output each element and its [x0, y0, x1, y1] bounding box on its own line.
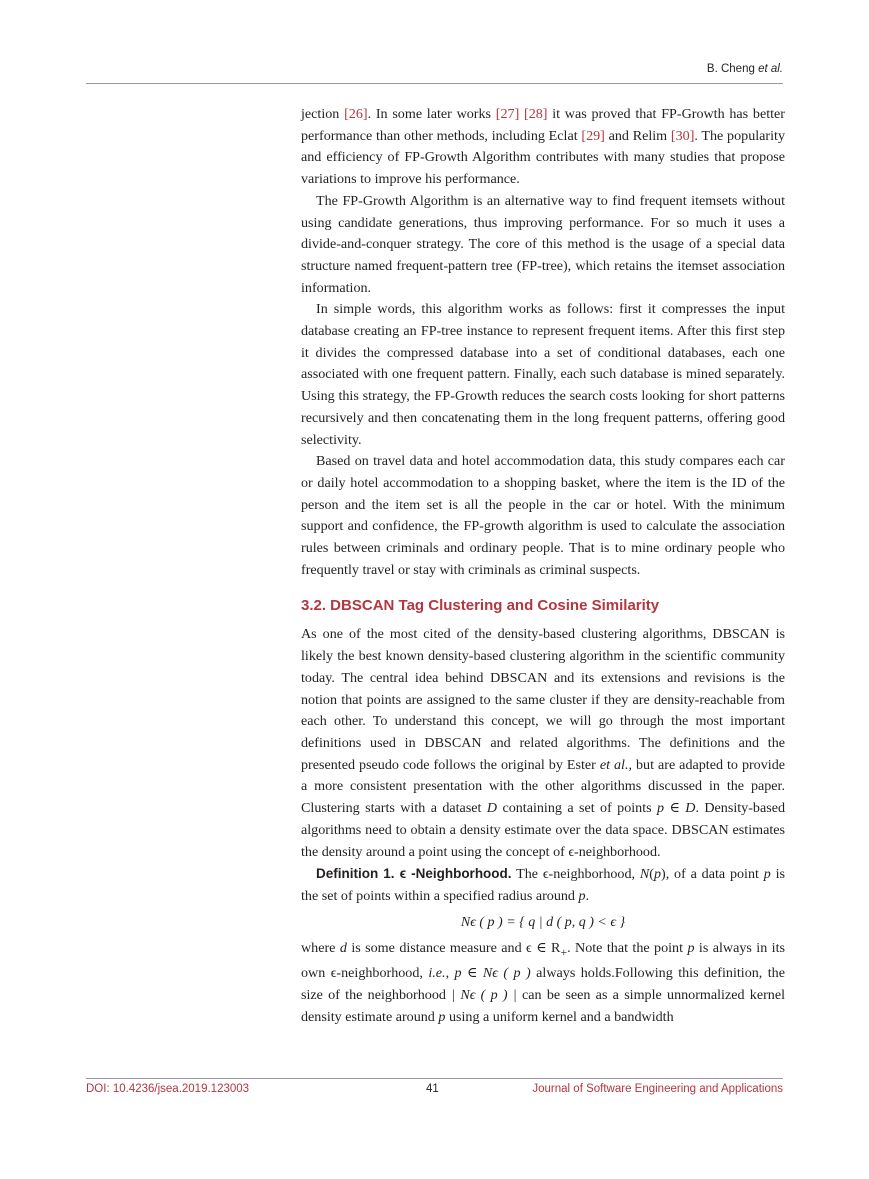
italic-text: i.e. [428, 965, 446, 982]
italic-text: d [339, 939, 347, 956]
italic-text: p [438, 1008, 446, 1025]
text-run: where [301, 939, 340, 956]
text-run: can be seen as a simple unnormalized kernel density estimate around [301, 986, 785, 1025]
text-run: . In some later works [367, 106, 496, 122]
italic-text: p [653, 866, 662, 883]
text-run: ( [649, 866, 654, 883]
paragraph-7 [301, 938, 785, 1029]
italic-text: | Nϵ ( p ) | [451, 986, 517, 1003]
citation-link[interactable]: [27] [495, 106, 520, 122]
text-run: and Relim [604, 127, 671, 144]
formula: Nϵ ( p ) = { q | d ( p, q ) < ϵ } [460, 914, 626, 930]
italic-text: p ∈ Nϵ ( p ) [454, 965, 531, 982]
header-etal: et al. [758, 63, 783, 75]
text-run: is always in its own ϵ-neighborhood, [301, 939, 785, 982]
subscript: + [560, 945, 568, 959]
footer-rule [86, 1078, 783, 1079]
citation-link[interactable]: [28] [524, 106, 548, 122]
italic-text: p [687, 939, 695, 956]
footer-doi[interactable]: DOI: 10.4236/jsea.2019.123003 [86, 1083, 250, 1095]
paragraph-4: Based on travel data and hotel accommodation data, this study compares each car or daily hotel accommodation to a shopping basket, where the item is the ID of the person and the item set is all the people in the car or hotel. With the minimum support and confidence, the FP-growth algorithm is used to calculate the association rules between criminals and ordinary people. That is to mine ordinary people who frequently travel or stay with criminals as criminal suspects. [301, 453, 785, 578]
text-run: it was proved that FP-Growth has better performance than other methods, including Eclat [301, 106, 785, 144]
italic-text: p [763, 866, 771, 883]
text-run: jection [301, 106, 345, 122]
text-run: . Note that the point [567, 939, 688, 956]
citation-link[interactable]: [29] [581, 127, 605, 144]
text-run: containing a set of points [497, 800, 658, 817]
italic-text: et al. [599, 756, 629, 773]
text-run: , [445, 965, 455, 982]
definition-paragraph [301, 863, 785, 907]
definition-label: Definition 1. ϵ -Neighborhood. [316, 866, 512, 882]
italic-text: p [578, 887, 586, 904]
text-run: ), of a data point [661, 866, 764, 883]
italic-text: N [639, 866, 650, 883]
text-run: . The popularity and efficiency of FP-Growth Algorithm contributes with many studies that propose variations to improve his performance. [301, 127, 785, 188]
page-number: 41 [426, 1083, 439, 1095]
running-header [707, 63, 783, 75]
paragraph-3: In simple words, this algorithm works as follows: first it compresses the input database creating an FP-tree instance to represent frequent items. After this first step it divides the compressed database into a set of conditional databases, each one associated with one frequent pattern. Finally, each such database is mined separately. Using this strategy, the FP-Growth reduces the search costs looking for short patterns recursively and then concatenating them in the long frequent patterns, offering good selectivity. [301, 301, 785, 448]
header-rule [86, 83, 783, 84]
italic-text: p ∈ D [657, 800, 696, 817]
main-content [301, 104, 785, 1028]
text-run: , but are adapted to provide a more consistent presentation with the other algorithms discussed in the paper. Clustering starts with a dataset [301, 756, 785, 817]
section-title: 3.2. DBSCAN Tag Clustering and Cosine Similarity [301, 597, 660, 615]
italic-text: D [486, 800, 498, 817]
citation-link[interactable]: [26] [344, 106, 368, 122]
text-run: . Density-based algorithms need to obtain a density estimate over the data space. DBSCAN estimates the density around a point using the concept of ϵ-neighborhood. [301, 800, 785, 860]
text-run: As one of the most cited of the density-based clustering algorithms, DBSCAN is likely the best known density-based clustering algorithm in the scientific community today. The central idea behind DBSCAN and its extensions and revisions is the notion that points are assigned to the same cluster if they are density-reachable from each other. To understand this concept, we will go through the most important definitions used in DBSCAN and related algorithms. The definitions and the presented pseudo code follows the original by Ester [301, 626, 785, 773]
header-author: B. Cheng [706, 63, 759, 75]
paragraph-2: The FP-Growth Algorithm is an alternative way to find frequent itemsets without using candidate generations, thus improving performance. For so much it uses a divide-and-conquer strategy. The core of this method is the usage of a special data structure named frequent-pattern tree (FP-tree), which retains the itemset association information. [301, 192, 785, 296]
text-run: always holds.Following this definition, the size of the neighborhood [301, 965, 785, 1003]
footer-journal: Journal of Software Engineering and Applications [532, 1083, 783, 1095]
text-run: The ϵ-neighborhood, [511, 866, 640, 883]
paragraph-1 [301, 104, 785, 191]
citation-link[interactable]: [30] [670, 127, 695, 144]
text-run: . [585, 887, 590, 904]
text-run: using a uniform kernel and a bandwidth [445, 1008, 674, 1025]
paragraph-5 [301, 624, 785, 863]
text-run: is some distance measure and ϵ ∈ R [346, 939, 561, 956]
text-run: is the set of points within a specified radius around [301, 866, 785, 904]
